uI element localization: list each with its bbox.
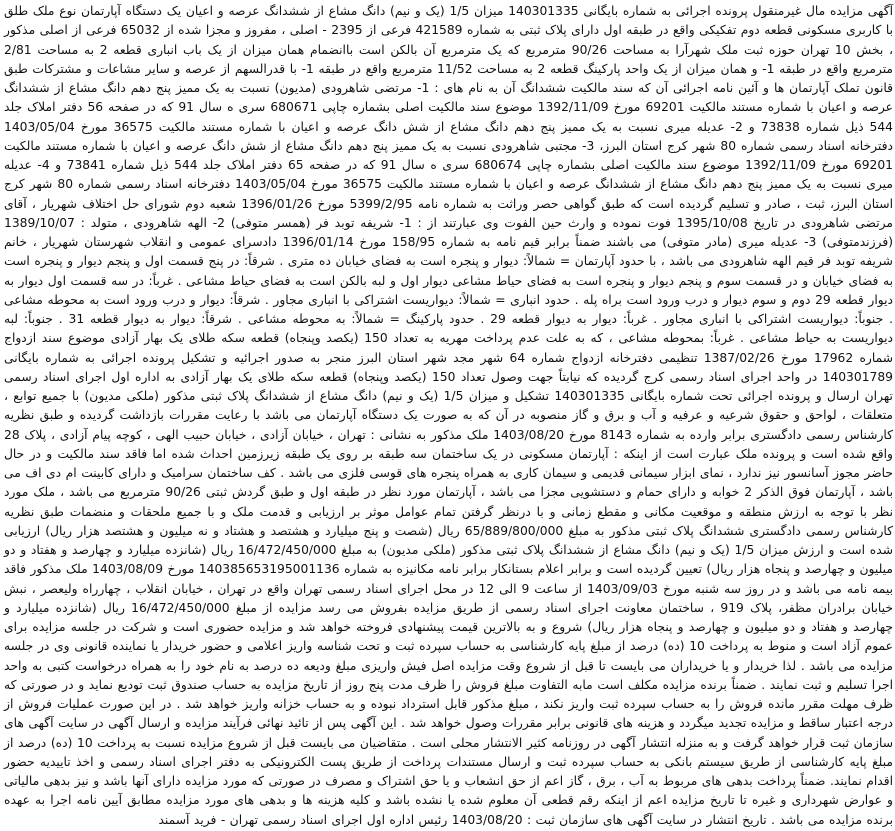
notice-body xyxy=(4,2,893,830)
notice-text: آگهی مزایده مال غیرمنقول پرونده اجرائی به شماره بایگانی 140301335 میزان 1/5 (یک و نیم) دانگ مشاع از ششدانگ عرصه و اعیان یک دستگاه آپارتمان نوع ملک طلق با کاربری مسکونی قطعه دوم تفکیکی واقع در طبقه اول دارای پلاک ثبتی به شماره 421589 فرعی از 2395 - اصلی ، مفروز و مجزا شده از 65032 فرعی از اصلی مذکور ، بخش 10 تهران حوزه ثبت ملک شهرآرا به مساحت 90/26 مترمربع که یک مترمربع آن بالکن است باانضمام همان میزان از یک باب انباری قطعه 2 به مساحت 2/81 مترمربع واقع در طبقه 1- و همان میزان از یک واحد پارکینگ قطعه 2 به مساحت 11/52 مترمربع واقع در طبقه 1- با قدرالسهم از عرصه و سایر مشاعات و مشترکات طبق قانون تملک آپارتمان ها و آئین نامه اجرائی آن که سند مالکیت ششدانگ آن به نام های : 1- مرتضی شاهرودی (مدیون) نسبت به یک ممیز پنج دهم دانگ مشاع از ششدانگ عرصه و اعیان با شماره مستند مالکیت 69201 مورخ 1392/11/09 موضوع سند مالکیت اصلی بشماره چاپی 680671 سری ه سال 91 که در صفحه 56 دفتر املاک جلد 544 ذیل شماره 73838 و 2- عدیله میری نسبت به یک ممیز پنج دهم دانگ مشاع از شش دانگ عرصه و اعیان با شماره مستند مالکیت 36575 مورخ 1403/05/04 دفترخانه اسناد رسمی شماره 80 شهر کرج استان البرز، 3- مجتبی شاهرودی نسبت به یک ممیز پنج دهم دانگ مشاع از شش دانگ عرصه و اعیان با شماره مستند مالکیت 69201 مورخ 1392/11/09 موضوع سند مالکیت اصلی بشماره چاپی 680674 سری ه سال 91 که در صفحه 65 دفتر املاک جلد 544 ذیل شماره 73841 و 4- عدیله میری نسبت به یک ممیز پنج دهم دانگ مشاع از ششدانگ عرصه و اعیان با شماره مستند مالکیت 36575 مورخ 1403/05/04 دفترخانه اسناد رسمی شماره 80 شهر کرج استان البرز، ثبت ، صادر و تسلیم گردیده است که طبق گواهی حصر وراثت به شماره نامه 5399/2/95 مورخ 1396/01/26 شعبه دوم شورای حل اختلاف شهریار ، آقای مرتضی شاهرودی در تاریخ 1395/10/08 فوت نموده و وارث حین الفوت وی عبارتند از : 1- شریفه توبد فر (همسر متوفی) 2- الهه شاهرودی ، متولد : 1389/10/07 (فرزندمتوفی) 3- عدیله میری (مادر متوفی) می باشند ضمناً برابر قیم نامه به شماره 158/95 مورخ 1396/01/14 دادسرای عمومی و انقلاب شهرستان شهریار ، خانم شریفه توبد فر قیم الهه شاهرودی می باشد ، با حدود آپارتمان = شمالاً: دیوار و پنجره است به فضای خیابان ده متری . شرقاً: در پنج قسمت اول و پنجم دیوار و پنجره است به فضای خیابان و در قسمت سوم و پنجم دیوار و پنجره است به فضای حیاط مشاعی دیوار اول و لبه بالکن است به فضای حیاط مشاعی . غرباً: در سه قسمت اول دیوار به دیوار قطعه 29 دوم و سوم دیوار و درب ورود است براه پله . حدود انباری = شمالاً: دیواریست اشتراکی با انباری مجاور . شرقاً: دیوار و درب ورود است به محوطه مشاعی . جنوباً: دیواریست اشتراکی با انباری مجاور . غرباً: دیوار به دیوار قطعه 29 . حدود پارکینگ = شمالاً: به محوطه مشاعی . شرقاً: دیوار به دیوار قطعه 31 . جنوباً: لبه دیواریست به حیاط مشاعی . غرباً: بمحوطه مشاعی ، که به علت عدم پرداخت مهریه به تعداد 150 (یکصد وپنجاه) قطعه سکه طلای یک بهار آزادی موضوع سند ازدواج شماره 17962 مورخ 1387/02/26 تنظیمی دفترخانه ازدواج شماره 64 شهر مجد شهر استان البرز منجر به صدور اجرائیه و تشکیل پرونده اجرائی به شماره بایگانی 140301789 در واحد اجرای اسناد رسمی کرج گردیده که نیابتاً جهت وصول تعداد 150 (یکصد وپنجاه) قطعه سکه طلای یک بهار آزادی به اداره اول اجرای اسناد رسمی تهران ارسال و پرونده اجرائی تحت شماره بایگانی 140301335 تشکیل و میزان 1/5 (یک و نیم) دانگ مشاع از ششدانگ پلاک ثبتی مذکور (ملکی مدیون) با جمیع توابع ، متعلقات ، لواحق و حقوق شرعیه و عرفیه و آب و برق و گاز منصوبه در آن که به صورت یک دستگاه آپارتمان می باشد با رعایت مقررات بازداشت گردیده و طبق نظریه کارشناس رسمی دادگستری برابر وارده به شماره 8143 مورخ 1403/08/20 ملک مذکور به نشانی : تهران ، خیابان آزادی ، خیابان حبیب الهی ، کوچه پیام آزادی ، پلاک 28 واقع شده است و پرونده ملک عبارت است از اینکه : آپارتمان مسکونی در یک ساختمان سه طبقه بر روی یک طبقه زیرزمین احداث شده اما فاقد سند مالکیت و در حال حاضر مجوز آسانسور نیز ندارد ، نمای ابزار سیمانی قدیمی و سیمان کاری به همراه پنجره های قوسی فلزی می باشد . کف ساختمان سرامیک و دارای کابینت ام دی اف می باشد ، آپارتمان فوق الذکر 2 خوابه و دارای حمام و دستشویی مجزا می باشد ، آپارتمان مورد نظر در طبقه اول و طبق گردش ثبتی 90/26 مترمربع می باشد ، ملک مورد نظر با توجه به ارزش منطقه و موقعیت مکانی و مقطع زمانی و با درنظر گرفتن تمام عوامل موثر بر ارزیابی و قدمت ملک و با جمیع ملحقات و منضمات طبق نظریه کارشناس رسمی دادگستری ششدانگ پلاک ثبتی مذکور به مبلغ 65/889/800/000 ریال (شصت و پنج میلیارد و هشتصد و هشتاد و نه میلیون و هشتصد هزار ریال) ارزیابی شده است و ارزش میزان 1/5 (یک و نیم) دانگ مشاع از ششدانگ پلاک ثبتی مذکور (ملکی مدیون) به مبلغ 16/472/450/000 ریال (شانزده میلیارد و چهارصد و هفتاد و دو میلیون و چهارصد و پنجاه هزار ریال) تعیین گردیده است و برابر اعلام بستانکار برابر نامه مکانیزه به شماره 140385653195001136 مورخ 1403/08/09 ملک مذکور فاقد بیمه نامه می باشد و در روز سه شنبه مورخ 1403/09/03 از ساعت 9 الی 12 در محل اجرای اسناد رسمی تهران واقع در تهران ، خیابان انقلاب ، چهارراه ولیعصر ، نبش خیابان برادران مظفر، پلاک 919 ، ساختمان معاونت اجرای اسناد رسمی از طریق مزایده بفروش می رسد مزایده از مبلغ 16/472/450/000 ریال (شانزده میلیارد و چهارصد و هفتاد و دو میلیون و چهارصد و پنجاه هزار ریال) شروع و به بالاترین قیمت پیشنهادی فروخته خواهد شد و مزایده حضوری است و شرکت در جلسه مزایده برای عموم آزاد است و منوط به پرداخت 10 (ده) درصد از مبلغ پایه کارشناسی به حساب سپرده ثبت و تحت شناسه واریز اعلامی و حضور خریدار یا نماینده قانونی وی در جلسه مزایده می باشد . لذا خریدار و یا خریداران می بایست تا قبل از شروع وقت مزایده اصل فیش واریزی مبلغ ودیعه ده درصد به نام خود را به همراه درخواست کتبی به واحد اجرا تسلیم و ثبت نمایند . ضمناً برنده مزایده مکلف است مابه التفاوت مبلغ فروش را ظرف مدت پنج روز از تاریخ مزایده به حساب صندوق ثبت تودیع نماید و در صورتی که ظرف مهلت مقرر مانده فروش را به حساب سپرده ثبت واریز نکند ، مبلغ مذکور قابل استرداد نبوده و به حساب خزانه واریز خواهد شد . در این صورت عملیات فروش از درجه اعتبار ساقط و مزایده تجدید میگردد و هزینه های قانونی برابر مقررات وصول خواهد شد . این آگهی پس از تائید نهائی فرآیند مزایده و ارسال آگهی در سایت آگهی های سازمان ثبت قرار خواهد گرفت و به منزله انتشار آگهی در روزنامه کثیر الانتشار محلی است . متقاضیان می بایست قبل از شروع مزایده نسبت به پرداخت 10 (ده) درصد از مبلغ پایه کارشناسی از طریق سیستم بانکی به حساب سپرده ثبت و ارسال مستندات پرداخت از طریق پست الکترونیکی به دفتر اجرای اسناد رسمی و اخذ تاییدیه حضور اقدام نمایند. ضمناً پرداخت بدهی های مربوط به آب ، برق ، گاز اعم از حق انشعاب و یا حق اشتراک و مصرف در صورتی که مورد مزایده دارای آنها باشد و نیز بدهی مالیاتی و عوارض شهرداری و غیره تا تاریخ مزایده اعم از اینکه رقم قطعی آن معلوم شده یا نشده باشد و کلیه هزینه ها و بدهی های مورد مزایده مطابق آیین نامه اجرا به عهده برنده مزایده می باشد . تاریخ انتشار در سایت آگهی های سازمان ثبت : 1403/08/20 رئیس اداره اول اجرای اسناد رسمی تهران - فرید آسمند xyxy=(4,4,894,827)
